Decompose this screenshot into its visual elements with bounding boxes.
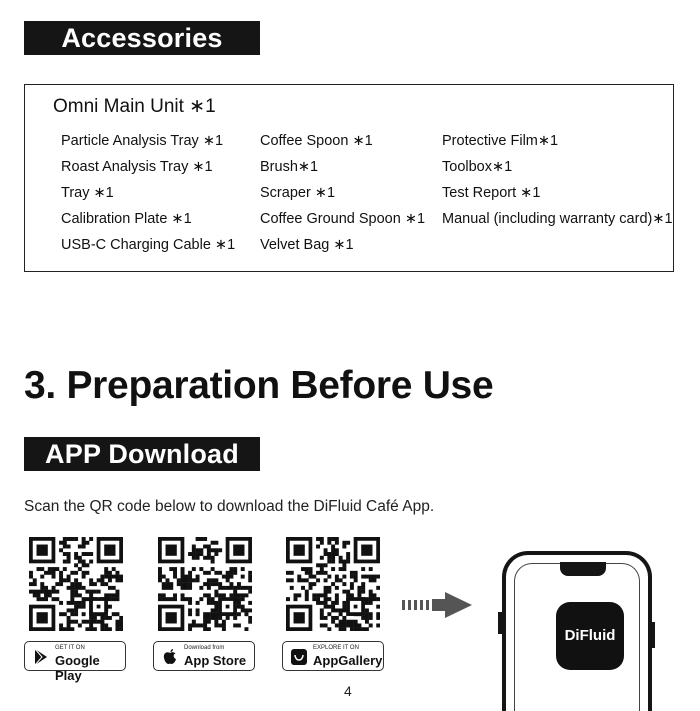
app-download-banner: APP Download	[24, 437, 260, 471]
accessory-item: Toolbox∗1	[442, 159, 513, 175]
accessories-column-2	[260, 133, 425, 263]
apple-icon	[161, 648, 179, 666]
store-badge-caption: GET IT ON	[55, 645, 85, 651]
store-badge-caption: Download from	[184, 645, 225, 651]
accessory-item: Calibration Plate ∗1	[61, 211, 192, 227]
accessories-column-1	[61, 133, 235, 263]
appgallery-badge[interactable]	[282, 641, 384, 671]
accessory-item: Test Report ∗1	[442, 185, 541, 201]
accessory-item: Roast Analysis Tray ∗1	[61, 159, 213, 175]
google-play-icon	[32, 648, 50, 666]
page-number: 4	[344, 683, 352, 699]
store-badge-name: App Store	[184, 653, 247, 668]
download-instruction: Scan the QR code below to download the DiFluid Café App.	[24, 498, 435, 515]
accessory-item: Coffee Ground Spoon ∗1	[260, 211, 426, 227]
phone-side-button	[651, 622, 655, 648]
phone-side-button	[498, 612, 502, 634]
google-play-badge[interactable]	[24, 641, 126, 683]
accessory-item: Brush∗1	[260, 159, 319, 175]
accessory-item: Coffee Spoon ∗1	[260, 133, 373, 149]
appgallery-qr-code[interactable]	[286, 537, 380, 631]
huawei-icon	[290, 648, 308, 666]
store-badge-name: Google Play	[55, 653, 100, 683]
accessory-item: Manual (including warranty card)∗1	[442, 211, 673, 227]
phone-illustration	[502, 551, 652, 711]
accessory-item: Scraper ∗1	[260, 185, 336, 201]
main-unit-label: Omni Main Unit ∗1	[53, 96, 216, 117]
section-heading: 3. Preparation Before Use	[24, 364, 494, 407]
accessories-banner: Accessories	[24, 21, 260, 55]
difluid-app-icon[interactable]: DiFluid	[556, 602, 624, 670]
accessory-item: Tray ∗1	[61, 185, 114, 201]
store-badge-caption: EXPLORE IT ON	[313, 645, 359, 651]
app-store-badge[interactable]	[153, 641, 255, 671]
accessories-box	[24, 84, 674, 272]
accessories-column-3	[442, 133, 673, 237]
app-store-qr-code[interactable]	[158, 537, 252, 631]
google-play-qr-code[interactable]	[29, 537, 123, 631]
accessory-item: USB-C Charging Cable ∗1	[61, 237, 236, 253]
accessory-item: Protective Film∗1	[442, 133, 559, 149]
phone-notch	[560, 562, 606, 576]
arrow-right-icon	[402, 590, 474, 620]
accessory-item: Particle Analysis Tray ∗1	[61, 133, 224, 149]
store-badge-name: AppGallery	[313, 653, 383, 668]
accessory-item: Velvet Bag ∗1	[260, 237, 354, 253]
phone-screen	[514, 563, 640, 711]
